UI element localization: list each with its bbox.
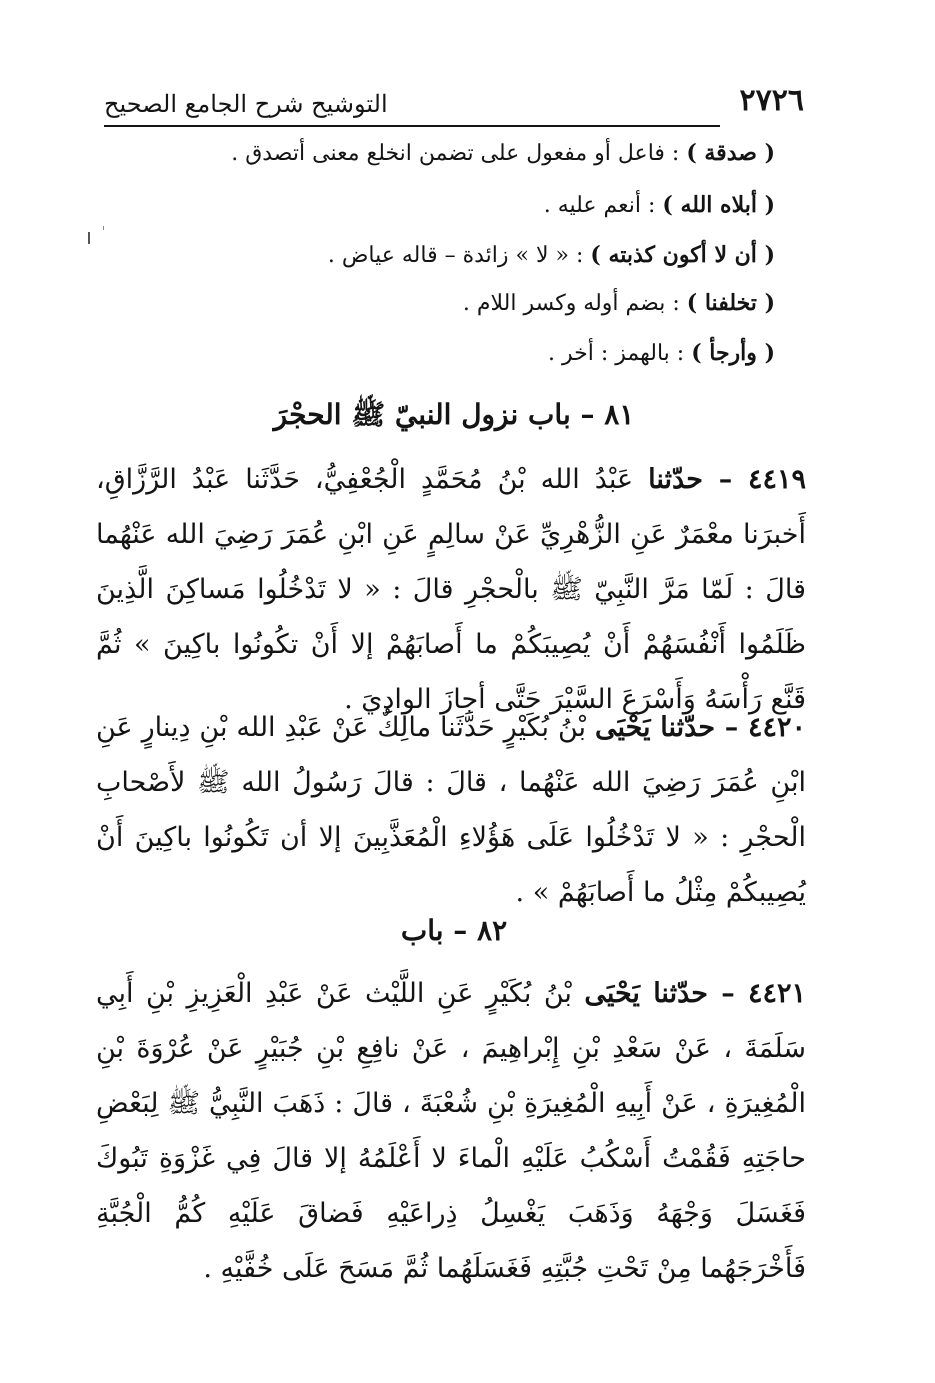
gloss-line xyxy=(155,242,775,268)
hadith-number: ٤٤١٩ xyxy=(747,464,806,495)
gloss-line xyxy=(155,140,775,166)
gloss-term: ( أن لا أكون كذبته ) xyxy=(590,242,775,268)
hadith-lead: – حدّثنا يَحْيَى xyxy=(584,978,748,1009)
hadith-lead: – حدّثنا يَحْيَى xyxy=(594,712,748,743)
chapter-heading-82: ٨٢ – باب xyxy=(400,914,508,947)
hadith-number: ٤٤٢١ xyxy=(748,978,807,1009)
hadith-4420 xyxy=(96,700,806,920)
chapter-heading-81: ٨١ – باب نزول النبيّ ﷺ الحجْرَ xyxy=(273,398,635,431)
gloss-text: : فاعل أو مفعول على تضمن انخلع معنى أتصدق . xyxy=(231,141,687,166)
gloss-term: ( صدقة ) xyxy=(686,140,775,166)
margin-mark xyxy=(88,232,90,244)
header-rule xyxy=(104,125,720,127)
gloss-line xyxy=(155,192,775,218)
page-header xyxy=(104,78,804,118)
hadith-number: ٤٤٢٠ xyxy=(748,712,807,743)
hadith-4421 xyxy=(96,966,806,1296)
gloss-text: : بالهمز : أخر . xyxy=(548,341,692,366)
hadith-text: بْنُ بُكَيْرٍ عَنِ اللَّيْث عَنْ عَبْدِ الْعَزِيزِ بْنِ أَبِي سَلَمَةَ ، عَنْ سَعْدِ بْنِ إِبْراهِيمَ ، عَنْ نافِعِ بْنِ جُبَيْرٍ عَنْ عُرْوَةَ بْنِ الْمُغِيرَةِ ، عَنْ أَبِيهِ الْمُغِيرَةِ بْنِ شُعْبَةَ ، قالَ : ذَهَبَ النَّبِيُّ ﷺ لِبَعْضِ حاجَتِهِ فَقُمْتُ أَسْكُبُ عَلَيْهِ الْماءَ لا أَعْلَمُهُ إلا قالَ فِي غَزْوَةِ تَبُوكَ فَغَسَلَ وَجْهَهُ وَذَهَبَ يَغْسِلُ ذِراعَيْهِ فَضاقَ عَلَيْهِ كُمُّ الْجُبَّةِ فَأَخْرَجَهُما مِنْ تَحْتِ جُبَّتِهِ فَغَسَلَهُما ثُمَّ مَسَحَ عَلَى خُفَّيْهِ . xyxy=(96,978,806,1284)
page-number: ٢٧٢٦ xyxy=(739,83,804,118)
gloss-term: ( وأرجأ ) xyxy=(691,340,775,366)
gloss-term: ( تخلفنا ) xyxy=(686,290,775,316)
gloss-term: ( أبلاه الله ) xyxy=(662,192,775,218)
running-title: التوشيح شرح الجامع الصحيح xyxy=(104,90,388,118)
gloss-line xyxy=(155,340,775,366)
hadith-4419 xyxy=(96,452,806,727)
gloss-text: : « لا » زائدة – قاله عياض . xyxy=(327,243,591,268)
gloss-text: : بضم أوله وكسر اللام . xyxy=(462,291,687,316)
gloss-line xyxy=(155,290,775,316)
hadith-lead: – حدّثنا xyxy=(648,464,748,495)
gloss-text: : أنعم عليه . xyxy=(543,193,663,218)
hadith-text: عَبْدُ الله بْنُ مُحَمَّدٍ الْجُعْفِيُّ، حَدَّثَنا عَبْدُ الرَّزَّاقِ، أَخبرَنا معْمَرٌ عَنِ الزُّهْرِيِّ عَنْ سالِمٍ عَنِ ابْنِ عُمَرَ رَضِيَ الله عَنْهُما قالَ : لَمّا مَرَّ النَّبِيّ ﷺ بالْحجْرِ قالَ : « لا تَدْخُلُوا مَساكِنَ الَّذِينَ ظَلَمُوا أَنْفُسَهُمْ أَنْ يُصِيبَكُمْ ما أَصابَهُمْ إلا أَنْ تكُونُوا باكِينَ » ثُمَّ قَنَّع رَأْسَهُ وَأَسْرَعَ السَّيْرَ حَتَّى أجازَ الوادِيَ . xyxy=(96,464,806,715)
hadith-text: بْنُ بُكَيْرٍ حَدَّثَنا مالِكٌ عَنْ عَبْدِ الله بْنِ دِينارٍ عَنِ ابْنِ عُمَرَ رَضِيَ الله عَنْهُما ، قالَ : قالَ رَسُولُ الله ﷺ لأَصْحابِ الْحجْرِ : « لا تَدْخُلُوا عَلَى هَؤُلاءِ الْمُعَذَّبِينَ إلا أن تَكُونُوا باكِينَ أَنْ يُصِيبكُمْ مِثْلُ ما أَصابَهُمْ » . xyxy=(96,712,806,908)
margin-mark-small xyxy=(103,226,104,230)
